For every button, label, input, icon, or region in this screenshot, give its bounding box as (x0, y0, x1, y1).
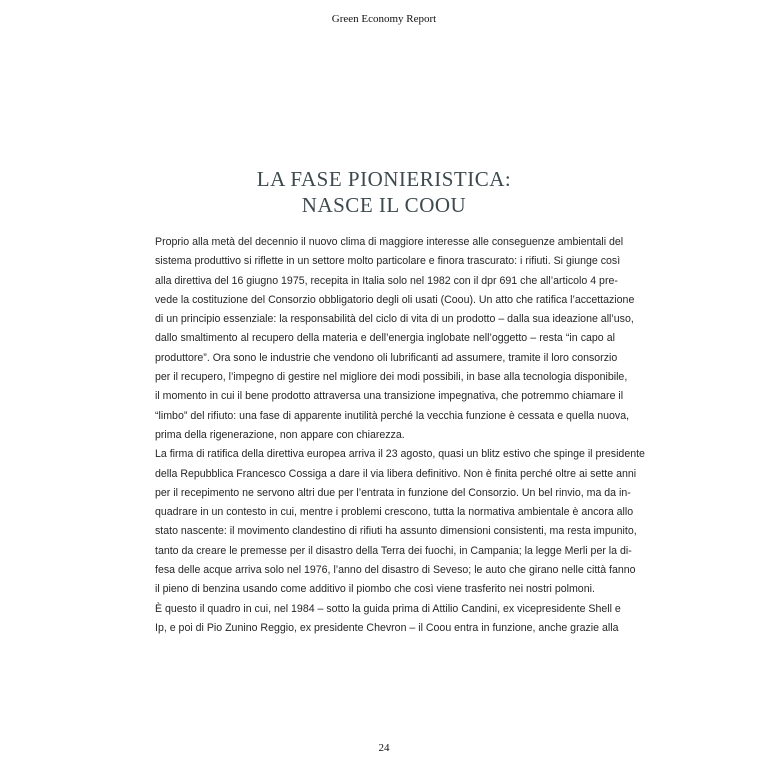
body-line: La firma di ratifica della direttiva europea arriva il 23 agosto, quasi un blitz estivo che spinge il presidente (155, 448, 645, 461)
body-line: fesa delle acque arriva solo nel 1976, l’anno del disastro di Seveso; le auto che girano nelle città fanno (155, 564, 636, 577)
body-line: dallo smaltimento al recupero della materia e dell’energia inglobate nell’oggetto – resta “in capo al (155, 332, 615, 345)
body-line: sistema produttivo si riflette in un settore molto particolare e finora trascurato: i rifiuti. Si giunge così (155, 255, 621, 268)
body-line: quadrare in un contesto in cui, mentre i problemi crescono, tutta la normativa ambientale è ancora allo (155, 506, 634, 519)
body-line: vede la costituzione del Consorzio obbligatorio degli oli usati (Coou). Un atto che ratifica l’accettazione (155, 293, 635, 306)
body-line: per il recupero, l’impegno di gestire nel migliore dei modi possibili, in base alla tecnologia disponibile, (155, 371, 628, 384)
body-line: Proprio alla metà del decennio il nuovo clima di maggiore interesse alle conseguenze ambientali del (155, 236, 624, 248)
body-line: “limbo” del rifiuto: una fase di apparente inutilità perché la vecchia funzione è cessata e quella nuova, (155, 409, 630, 422)
body-line: per il recepimento ne servono altri due per l’entrata in funzione del Consorzio. Un bel rinvio, ma da in- (155, 486, 631, 499)
body-line: il pieno di benzina usando come additivo il piombo che così viene trasferito nei nostri polmoni. (155, 583, 595, 596)
page-number: 24 (378, 742, 390, 754)
running-header: Green Economy Report (331, 13, 437, 25)
body-line: della Repubblica Francesco Cossiga a dare il via libera definitivo. Non è finita perché oltre ai sette anni (155, 467, 637, 480)
body-line: stato nascente: il movimento clandestino di rifiuti ha assunto dimensioni consistenti, ma resta impunito, (155, 525, 637, 538)
body-line: produttore”. Ora sono le industrie che vendono oli lubrificanti ad assumere, tramite il loro consorzio (155, 351, 618, 364)
chapter-title-line-1: LA FASE PIONIERISTICA: (256, 167, 512, 191)
chapter-title (0, 166, 768, 218)
body-line: È questo il quadro in cui, nel 1984 – sotto la guida prima di Attilio Candini, ex vicepresidente Shell e (155, 602, 621, 615)
body-line: prima della rigenerazione, non appare con chiarezza. (155, 428, 405, 441)
body-line: Ip, e poi di Pio Zunino Reggio, ex presidente Chevron – il Coou entra in funzione, anche grazie alla (155, 621, 619, 634)
body-text (155, 233, 645, 638)
body-line: il momento in cui il bene prodotto attraversa una transizione impegnativa, che potremmo chiamare il (155, 390, 624, 403)
body-line: di un principio essenziale: la responsabilità del ciclo di vita di un prodotto – dalla sua ideazione all’uso, (155, 313, 634, 326)
body-line: tanto da creare le premesse per il disastro della Terra dei fuochi, in Campania; la legge Merli per la di- (155, 544, 632, 557)
chapter-title-line-2: NASCE IL COOU (301, 193, 467, 217)
body-line: alla direttiva del 16 giugno 1975, recepita in Italia solo nel 1982 con il dpr 691 che all’articolo 4 pre- (155, 274, 618, 287)
